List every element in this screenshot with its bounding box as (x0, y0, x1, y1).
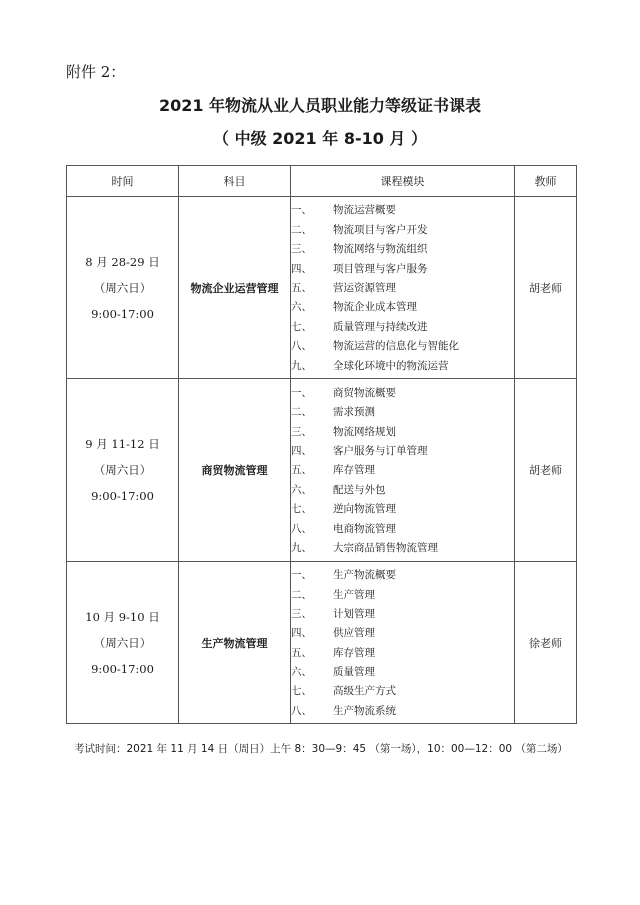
page-title: 2021 年物流从业人员职业能力等级证书课表 (158, 96, 482, 115)
module-name: 逆向物流管理 (333, 503, 396, 516)
module-name: 电商物流管理 (333, 522, 396, 535)
weekday-text: （周六日） (93, 463, 152, 477)
module-item (291, 565, 514, 584)
modules-cell (291, 562, 515, 724)
module-item (291, 584, 514, 603)
time-cell (67, 562, 179, 724)
module-number: 九、 (291, 542, 312, 555)
module-name: 物流运营概要 (333, 204, 396, 217)
module-number: 一、 (291, 569, 312, 582)
module-name: 大宗商品销售物流管理 (333, 542, 438, 555)
module-item (291, 441, 514, 460)
date-text: 9 月 11-12 日 (85, 437, 160, 451)
time-cell (67, 197, 179, 379)
module-item (291, 662, 514, 681)
module-item (291, 701, 514, 720)
date-text: 10 月 9-10 日 (85, 609, 160, 624)
module-item (291, 422, 514, 441)
module-number: 五、 (291, 464, 312, 477)
module-number: 三、 (291, 425, 312, 438)
module-name: 配送与外包 (333, 483, 386, 496)
subject-cell: 商贸物流管理 (179, 379, 291, 562)
module-name: 物流企业成本管理 (333, 301, 417, 314)
module-item (291, 499, 514, 518)
teacher-cell: 胡老师 (515, 197, 577, 379)
module-item (291, 383, 514, 402)
header-teacher: 教师 (515, 166, 577, 197)
module-item (291, 317, 514, 336)
header-row (67, 166, 577, 197)
module-name: 库存管理 (333, 646, 375, 659)
module-item (291, 239, 514, 258)
module-item (291, 538, 514, 557)
module-number: 二、 (291, 588, 312, 601)
module-item (291, 297, 514, 316)
module-name: 项目管理与客户服务 (333, 262, 428, 275)
module-item (291, 336, 514, 355)
module-number: 一、 (291, 386, 312, 399)
module-number: 八、 (291, 522, 312, 535)
module-name: 物流项目与客户开发 (333, 223, 428, 236)
module-number: 四、 (291, 262, 312, 275)
module-item (291, 681, 514, 700)
modules-cell (291, 197, 515, 379)
module-number: 九、 (291, 359, 312, 372)
module-number: 二、 (291, 406, 312, 419)
module-number: 三、 (291, 243, 312, 256)
module-number: 七、 (291, 503, 312, 516)
module-name: 高级生产方式 (333, 685, 396, 698)
module-number: 一、 (291, 204, 312, 217)
table-header (67, 166, 577, 197)
module-name: 质量管理 (333, 666, 375, 679)
header-time: 时间 (67, 166, 179, 197)
module-number: 三、 (291, 607, 312, 620)
module-name: 质量管理与持续改进 (333, 320, 428, 333)
module-number: 五、 (291, 281, 312, 294)
module-name: 供应管理 (333, 627, 375, 640)
subject-cell: 物流企业运营管理 (179, 197, 291, 379)
module-item (291, 604, 514, 623)
module-name: 需求预测 (333, 406, 375, 419)
table-row (67, 379, 577, 562)
module-name: 客户服务与订单管理 (333, 445, 428, 458)
module-name: 生产管理 (333, 588, 375, 601)
module-item (291, 258, 514, 277)
module-item (291, 278, 514, 297)
module-item (291, 220, 514, 239)
module-number: 六、 (291, 483, 312, 496)
attachment-label: 附件 2： (66, 63, 126, 81)
module-number: 六、 (291, 301, 312, 314)
page-subtitle: （ 中级 2021 年 8-10 月 ） (213, 129, 427, 148)
hours-text: 9:00-17:00 (91, 306, 154, 321)
module-item (291, 355, 514, 374)
module-number: 二、 (291, 223, 312, 236)
module-name: 营运资源管理 (333, 281, 396, 294)
module-item (291, 480, 514, 499)
module-name: 生产物流系统 (333, 704, 396, 717)
module-name: 物流运营的信息化与智能化 (333, 340, 459, 353)
module-name: 物流网络与物流组织 (333, 243, 428, 256)
module-name: 生产物流概要 (333, 569, 396, 582)
hours-text: 9:00-17:00 (91, 661, 154, 676)
module-item (291, 460, 514, 479)
module-number: 四、 (291, 445, 312, 458)
module-item (291, 518, 514, 537)
hours-text: 9:00-17:00 (91, 489, 154, 503)
subject-cell: 生产物流管理 (179, 562, 291, 724)
module-number: 八、 (291, 704, 312, 717)
schedule-table (66, 165, 577, 724)
module-name: 库存管理 (333, 464, 375, 477)
module-number: 八、 (291, 340, 312, 353)
weekday-text: （周六日） (93, 635, 152, 650)
table-body (67, 197, 577, 724)
module-number: 七、 (291, 685, 312, 698)
exam-time-note: 考试时间：2021 年 11 月 14 日（周日）上午 8：30—9：45 （第一场），10：00—12：00 （第二场） (74, 743, 568, 755)
header-subject: 科目 (179, 166, 291, 197)
header-modules: 课程模块 (291, 166, 515, 197)
table-row (67, 562, 577, 724)
module-name: 物流网络规划 (333, 425, 396, 438)
module-item (291, 643, 514, 662)
modules-cell (291, 379, 515, 562)
module-item (291, 402, 514, 421)
teacher-cell: 胡老师 (515, 379, 577, 562)
module-name: 全球化环境中的物流运营 (333, 359, 449, 372)
time-cell (67, 379, 179, 562)
table-row (67, 197, 577, 379)
module-number: 七、 (291, 320, 312, 333)
module-number: 六、 (291, 666, 312, 679)
date-text: 8 月 28-29 日 (85, 254, 160, 269)
teacher-cell: 徐老师 (515, 562, 577, 724)
module-name: 商贸物流概要 (333, 386, 396, 399)
weekday-text: （周六日） (93, 280, 152, 295)
module-number: 五、 (291, 646, 312, 659)
module-number: 四、 (291, 627, 312, 640)
module-item (291, 200, 514, 219)
module-item (291, 623, 514, 642)
module-name: 计划管理 (333, 607, 375, 620)
